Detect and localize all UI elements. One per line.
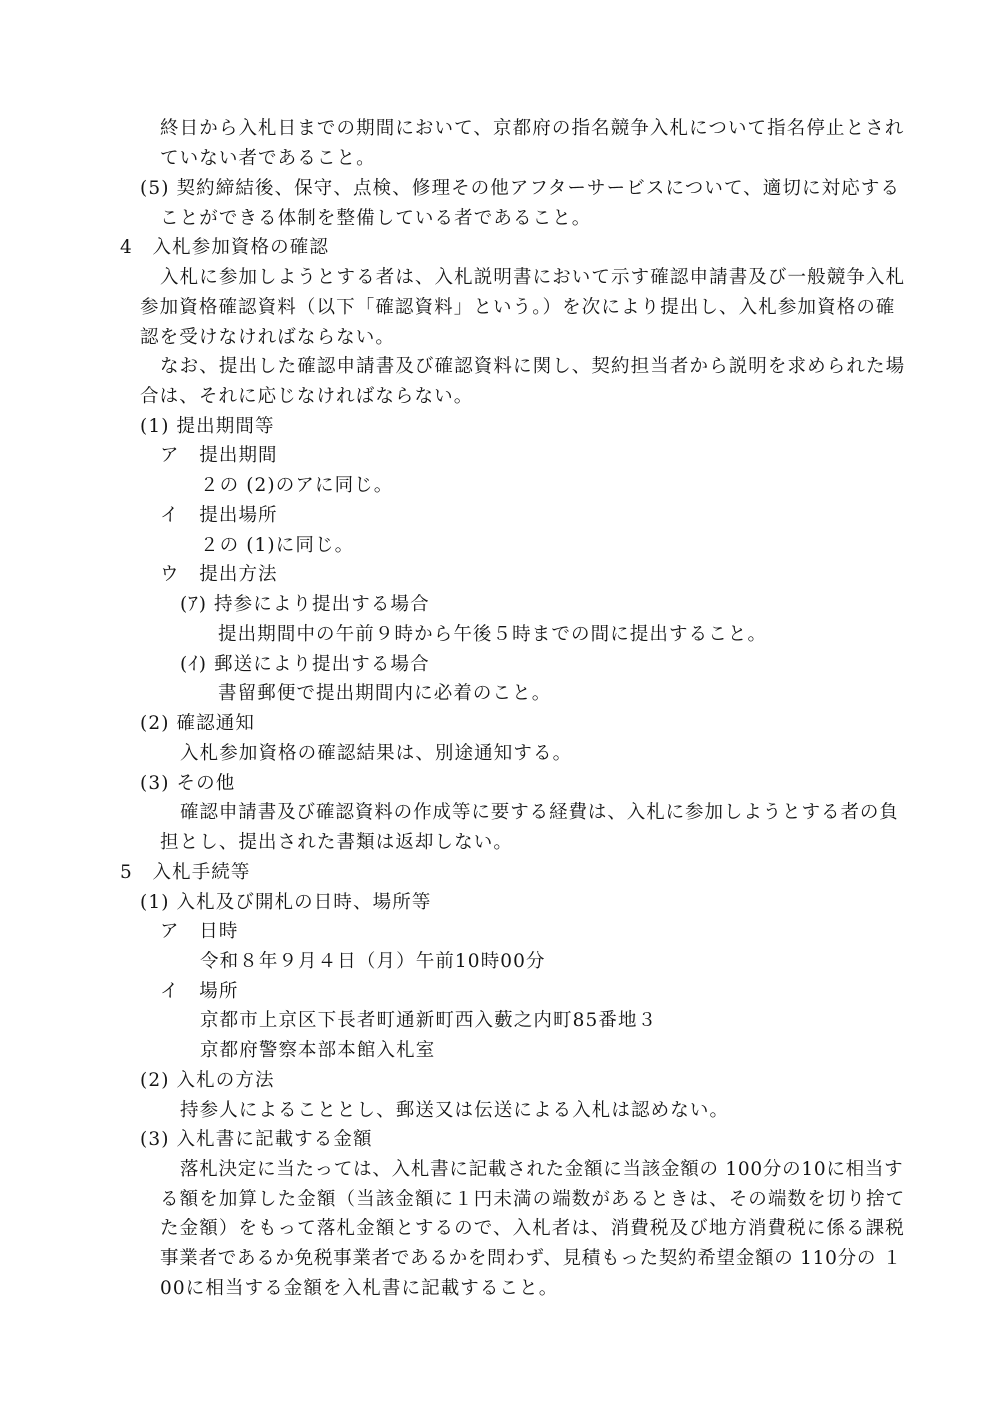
subsection-heading: (3) その他: [140, 773, 236, 794]
subitem-heading: (ｱ) 持参により提出する場合: [180, 594, 430, 615]
item-text: ２の (1)に同じ。: [200, 535, 355, 556]
text-line: 終日から入札日までの期間において、京都府の指名競争入札について指名停止とされ: [160, 118, 905, 139]
paragraph-line: 落札決定に当たっては、入札書に記載された金額に当該金額の 100分の10に相当す: [180, 1159, 904, 1180]
subitem-text: 提出期間中の午前９時から午後５時までの間に提出すること。: [218, 624, 768, 645]
list-item-5: (5) 契約締結後、保守、点検、修理その他アフターサービスについて、適切に対応する: [140, 178, 901, 199]
text-line: ことができる体制を整備している者であること。: [160, 208, 592, 229]
subitem-text: 書留郵便で提出期間内に必着のこと。: [218, 683, 552, 704]
paragraph-line: る額を加算した金額（当該金額に１円未満の端数があるときは、その端数を切り捨て: [160, 1189, 906, 1210]
item-heading: ア 提出期間: [160, 445, 278, 466]
paragraph-line: 確認申請書及び確認資料の作成等に要する経費は、入札に参加しようとする者の負: [180, 802, 899, 823]
subsection-heading: (2) 入札の方法: [140, 1070, 275, 1091]
item-text: ２の (2)のアに同じ。: [200, 475, 394, 496]
subsection-heading: (3) 入札書に記載する金額: [140, 1129, 373, 1150]
paragraph-line: 入札に参加しようとする者は、入札説明書において示す確認申請書及び一般競争入札: [160, 267, 906, 288]
section-heading-5: 5 入札手続等: [120, 862, 251, 883]
item-heading: ア 日時: [160, 921, 239, 942]
item-heading: ウ 提出方法: [160, 564, 278, 585]
paragraph-line: 持参人によることとし、郵送又は伝送による入札は認めない。: [180, 1100, 730, 1121]
text-line: ていない者であること。: [160, 148, 376, 169]
paragraph-line: 入札参加資格の確認結果は、別途通知する。: [180, 743, 573, 764]
subitem-heading: (ｲ) 郵送により提出する場合: [180, 654, 430, 675]
subsection-heading: (1) 入札及び開札の日時、場所等: [140, 892, 432, 913]
item-text: 京都府警察本部本館入札室: [200, 1040, 436, 1061]
paragraph-line: 事業者であるか免税事業者であるかを問わず、見積もった契約希望金額の 110分の １: [160, 1248, 902, 1269]
item-heading: イ 提出場所: [160, 505, 278, 526]
paragraph-line: なお、提出した確認申請書及び確認資料に関し、契約担当者から説明を求められた場: [160, 356, 906, 377]
paragraph-line: 参加資格確認資料（以下「確認資料」という。）を次により提出し、入札参加資格の確: [140, 297, 896, 318]
subsection-heading: (2) 確認通知: [140, 713, 255, 734]
item-text: 令和８年９月４日（月）午前10時00分: [200, 951, 546, 972]
section-heading-4: 4 入札参加資格の確認: [120, 237, 329, 258]
paragraph-line: 担とし、提出された書類は返却しない。: [160, 832, 513, 853]
paragraph-line: た金額）をもって落札金額とするので、入札者は、消費税及び地方消費税に係る課税: [160, 1218, 905, 1239]
paragraph-line: 00に相当する金額を入札書に記載すること。: [160, 1278, 559, 1299]
subsection-heading: (1) 提出期間等: [140, 416, 275, 437]
paragraph-line: 認を受けなければならない。: [140, 327, 395, 348]
paragraph-line: 合は、それに応じなければならない。: [140, 386, 474, 407]
item-heading: イ 場所: [160, 981, 239, 1002]
item-text: 京都市上京区下長者町通新町西入藪之内町85番地３: [200, 1010, 658, 1031]
